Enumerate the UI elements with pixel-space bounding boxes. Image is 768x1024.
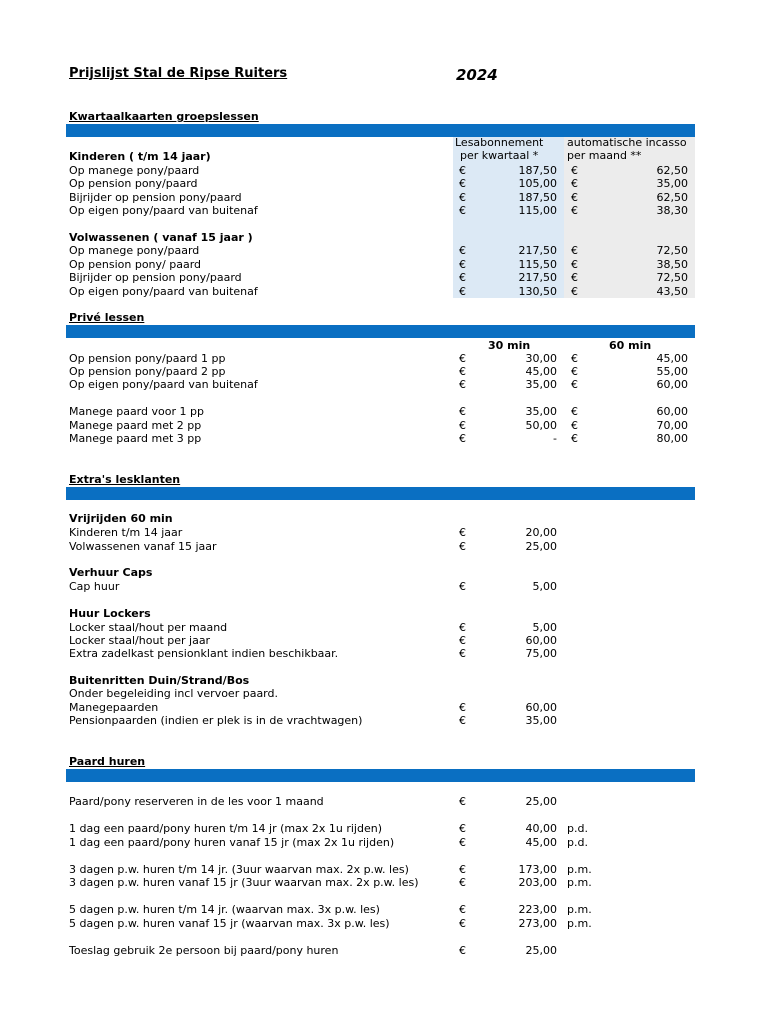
row-label: Toeslag gebruik 2e persoon bij paard/pony huren: [69, 944, 339, 957]
row-label: Op manege pony/paard: [69, 244, 200, 257]
price-value: 273,00: [518, 917, 557, 930]
euro-sign: €: [571, 191, 578, 204]
col-header-per-kwartaal: per kwartaal *: [460, 149, 539, 162]
row-label: Kinderen t/m 14 jaar: [69, 526, 183, 539]
price-value: 173,00: [518, 863, 557, 876]
price-value: 5,00: [532, 621, 557, 634]
euro-sign: €: [459, 164, 466, 177]
euro-sign: €: [459, 352, 466, 365]
row-label: Locker staal/hout per jaar: [69, 634, 211, 647]
price-unit: p.d.: [567, 822, 588, 835]
euro-sign: €: [459, 271, 466, 284]
euro-sign: €: [459, 822, 466, 835]
row-label: Manegepaarden: [69, 701, 159, 714]
price-col-2: 60,00: [656, 378, 688, 391]
section-bar-prive: [66, 325, 695, 338]
euro-sign: €: [571, 244, 578, 257]
euro-sign: €: [571, 204, 578, 217]
price-col-1: 50,00: [525, 419, 557, 432]
row-label: 3 dagen p.w. huren t/m 14 jr. (3uur waarvan max. 2x p.w. les): [69, 863, 409, 876]
col-header-30-min: 30 min: [488, 339, 531, 352]
row-label: Op manege pony/paard: [69, 164, 200, 177]
row-label: Manege paard voor 1 pp: [69, 405, 204, 418]
row-label: Op pension pony/ paard: [69, 258, 202, 271]
price-value: 25,00: [525, 944, 557, 957]
row-label: 5 dagen p.w. huren t/m 14 jr. (waarvan max. 3x p.w. les): [69, 903, 380, 916]
euro-sign: €: [459, 191, 466, 204]
col-header-per-maand: per maand **: [567, 149, 642, 162]
document-year: 2024: [456, 66, 498, 84]
group-heading-kinderen: Kinderen ( t/m 14 jaar): [69, 150, 211, 163]
col-header-lesabonnement: Lesabonnement: [455, 136, 544, 149]
price-col-1: 187,50: [518, 164, 557, 177]
row-label: Pensionpaarden (indien er plek is in de vrachtwagen): [69, 714, 363, 727]
group-heading-vrijrijden: Vrijrijden 60 min: [69, 512, 173, 525]
price-col-1: 217,50: [518, 244, 557, 257]
col-header-incasso: automatische incasso: [567, 136, 687, 149]
price-col-1: 130,50: [518, 285, 557, 298]
row-label: Op eigen pony/paard van buitenaf: [69, 285, 258, 298]
section-bar-huren: [66, 769, 695, 782]
section-bar-extras: [66, 487, 695, 500]
euro-sign: €: [459, 177, 466, 190]
euro-sign: €: [571, 271, 578, 284]
price-col-2: 80,00: [656, 432, 688, 445]
price-col-2: 45,00: [656, 352, 688, 365]
price-value: 75,00: [525, 647, 557, 660]
price-unit: p.d.: [567, 836, 588, 849]
row-label: Extra zadelkast pensionklant indien beschikbaar.: [69, 647, 339, 660]
section-heading-extras: Extra's lesklanten: [69, 473, 181, 486]
euro-sign: €: [459, 701, 466, 714]
group-heading-caps: Verhuur Caps: [69, 566, 153, 579]
row-label: Op eigen pony/paard van buitenaf: [69, 378, 258, 391]
price-col-2: 38,50: [656, 258, 688, 271]
euro-sign: €: [571, 352, 578, 365]
euro-sign: €: [571, 258, 578, 271]
euro-sign: €: [571, 405, 578, 418]
euro-sign: €: [459, 714, 466, 727]
euro-sign: €: [459, 526, 466, 539]
euro-sign: €: [459, 432, 466, 445]
price-col-2: 62,50: [656, 164, 688, 177]
section-heading-prive: Privé lessen: [69, 311, 145, 324]
col-header-60-min: 60 min: [609, 339, 652, 352]
row-label: Bijrijder op pension pony/paard: [69, 271, 242, 284]
euro-sign: €: [459, 795, 466, 808]
price-col-2: 38,30: [656, 204, 688, 217]
row-label: Cap huur: [69, 580, 120, 593]
price-value: 25,00: [525, 795, 557, 808]
price-col-2: 70,00: [656, 419, 688, 432]
price-col-1: 30,00: [525, 352, 557, 365]
euro-sign: €: [459, 204, 466, 217]
group-heading-volwassenen: Volwassenen ( vanaf 15 jaar ): [69, 231, 253, 244]
price-col-2: 62,50: [656, 191, 688, 204]
price-col-1: -: [553, 432, 557, 445]
row-label: Locker staal/hout per maand: [69, 621, 228, 634]
row-label: Bijrijder op pension pony/paard: [69, 191, 242, 204]
row-label: Paard/pony reserveren in de les voor 1 maand: [69, 795, 324, 808]
euro-sign: €: [459, 944, 466, 957]
euro-sign: €: [459, 285, 466, 298]
price-value: 60,00: [525, 701, 557, 714]
price-col-2: 55,00: [656, 365, 688, 378]
price-unit: p.m.: [567, 917, 592, 930]
price-col-1: 35,00: [525, 405, 557, 418]
row-label: Op pension pony/paard: [69, 177, 198, 190]
price-col-1: 217,50: [518, 271, 557, 284]
euro-sign: €: [459, 365, 466, 378]
euro-sign: €: [459, 876, 466, 889]
euro-sign: €: [571, 164, 578, 177]
row-label: Op pension pony/paard 1 pp: [69, 352, 226, 365]
price-col-2: 72,50: [656, 271, 688, 284]
price-col-1: 187,50: [518, 191, 557, 204]
euro-sign: €: [459, 863, 466, 876]
price-col-2: 60,00: [656, 405, 688, 418]
price-col-1: 115,50: [518, 258, 557, 271]
euro-sign: €: [459, 917, 466, 930]
section-heading-huren: Paard huren: [69, 755, 146, 768]
row-label: Volwassenen vanaf 15 jaar: [69, 540, 217, 553]
euro-sign: €: [459, 580, 466, 593]
euro-sign: €: [459, 258, 466, 271]
document-title: Prijslijst Stal de Ripse Ruiters: [69, 66, 288, 81]
price-value: 25,00: [525, 540, 557, 553]
euro-sign: €: [571, 432, 578, 445]
euro-sign: €: [571, 378, 578, 391]
group-heading-lockers: Huur Lockers: [69, 607, 151, 620]
price-unit: p.m.: [567, 903, 592, 916]
row-label: Op pension pony/paard 2 pp: [69, 365, 226, 378]
price-value: 203,00: [518, 876, 557, 889]
price-value: 45,00: [525, 836, 557, 849]
row-label: 3 dagen p.w. huren vanaf 15 jr (3uur waarvan max. 2x p.w. les): [69, 876, 419, 889]
euro-sign: €: [459, 836, 466, 849]
price-value: 5,00: [532, 580, 557, 593]
euro-sign: €: [459, 244, 466, 257]
euro-sign: €: [571, 177, 578, 190]
euro-sign: €: [571, 285, 578, 298]
euro-sign: €: [459, 378, 466, 391]
euro-sign: €: [459, 419, 466, 432]
row-label: Manege paard met 2 pp: [69, 419, 202, 432]
price-value: 40,00: [525, 822, 557, 835]
price-value: 60,00: [525, 634, 557, 647]
euro-sign: €: [459, 903, 466, 916]
row-label: 1 dag een paard/pony huren t/m 14 jr (max 2x 1u rijden): [69, 822, 383, 835]
euro-sign: €: [459, 647, 466, 660]
price-col-1: 115,00: [518, 204, 557, 217]
price-unit: p.m.: [567, 876, 592, 889]
row-label: 1 dag een paard/pony huren vanaf 15 jr (max 2x 1u rijden): [69, 836, 395, 849]
euro-sign: €: [459, 621, 466, 634]
row-label: Manege paard met 3 pp: [69, 432, 202, 445]
price-value: 35,00: [525, 714, 557, 727]
price-unit: p.m.: [567, 863, 592, 876]
price-col-1: 45,00: [525, 365, 557, 378]
euro-sign: €: [459, 540, 466, 553]
euro-sign: €: [571, 419, 578, 432]
price-col-1: 35,00: [525, 378, 557, 391]
euro-sign: €: [459, 405, 466, 418]
buitenritten-note: Onder begeleiding incl vervoer paard.: [69, 687, 278, 700]
price-col-2: 35,00: [656, 177, 688, 190]
row-label: 5 dagen p.w. huren vanaf 15 jr (waarvan max. 3x p.w. les): [69, 917, 390, 930]
price-value: 20,00: [525, 526, 557, 539]
row-label: Op eigen pony/paard van buitenaf: [69, 204, 258, 217]
price-col-2: 43,50: [656, 285, 688, 298]
price-value: 223,00: [518, 903, 557, 916]
price-col-1: 105,00: [518, 177, 557, 190]
euro-sign: €: [571, 365, 578, 378]
euro-sign: €: [459, 634, 466, 647]
section-heading-kwartaal: Kwartaalkaarten groepslessen: [69, 110, 259, 123]
group-heading-buitenritten: Buitenritten Duin/Strand/Bos: [69, 674, 250, 687]
price-col-2: 72,50: [656, 244, 688, 257]
